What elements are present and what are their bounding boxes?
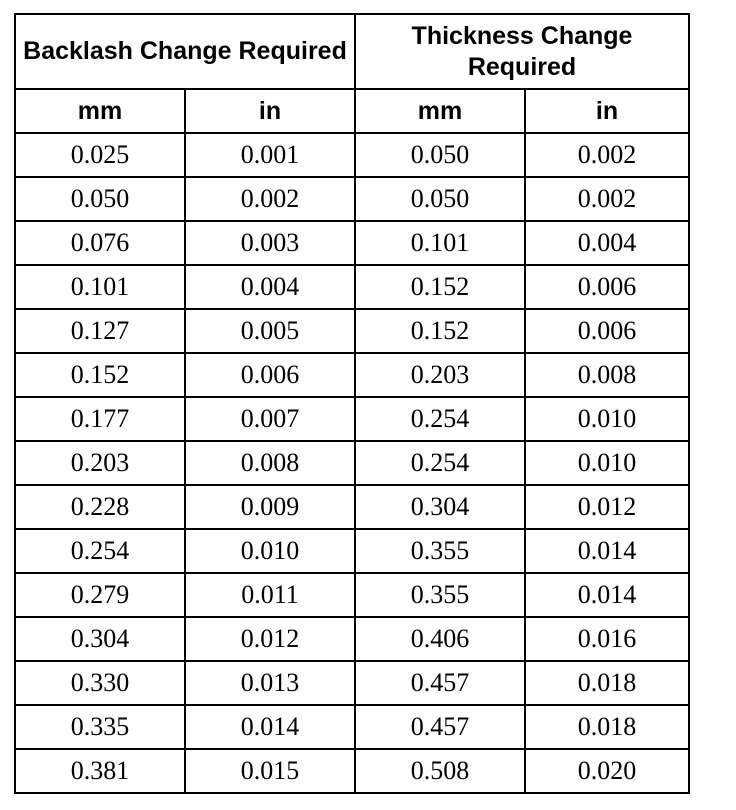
thickness-in-cell: 0.018: [525, 661, 689, 705]
unit-header-row: [15, 89, 689, 133]
backlash-change-header: Backlash Change Required: [15, 14, 355, 89]
table-row: [15, 749, 689, 793]
thickness-in-cell: 0.014: [525, 529, 689, 573]
thickness-in-cell: 0.010: [525, 397, 689, 441]
thickness-mm-cell: 0.203: [355, 353, 525, 397]
thickness-in-cell: 0.010: [525, 441, 689, 485]
thickness-in-cell: 0.006: [525, 265, 689, 309]
thickness-in-cell: 0.020: [525, 749, 689, 793]
table-row: [15, 441, 689, 485]
thickness-in-cell: 0.014: [525, 573, 689, 617]
backlash-mm-cell: 0.203: [15, 441, 185, 485]
backlash-mm-cell: 0.279: [15, 573, 185, 617]
backlash-in-cell: 0.003: [185, 221, 355, 265]
thickness-mm-cell: 0.101: [355, 221, 525, 265]
backlash-thickness-table: [14, 13, 690, 794]
backlash-mm-cell: 0.025: [15, 133, 185, 177]
backlash-mm-header: mm: [15, 89, 185, 133]
thickness-mm-cell: 0.406: [355, 617, 525, 661]
thickness-in-cell: 0.016: [525, 617, 689, 661]
thickness-in-header: in: [525, 89, 689, 133]
backlash-in-cell: 0.013: [185, 661, 355, 705]
table-row: [15, 265, 689, 309]
backlash-in-cell: 0.005: [185, 309, 355, 353]
thickness-in-cell: 0.008: [525, 353, 689, 397]
backlash-mm-cell: 0.254: [15, 529, 185, 573]
backlash-mm-cell: 0.228: [15, 485, 185, 529]
table-row: [15, 397, 689, 441]
backlash-mm-cell: 0.127: [15, 309, 185, 353]
table-row: [15, 573, 689, 617]
thickness-in-cell: 0.002: [525, 177, 689, 221]
table-row: [15, 177, 689, 221]
thickness-mm-cell: 0.457: [355, 661, 525, 705]
thickness-mm-cell: 0.050: [355, 177, 525, 221]
backlash-in-cell: 0.008: [185, 441, 355, 485]
backlash-mm-cell: 0.050: [15, 177, 185, 221]
backlash-in-cell: 0.009: [185, 485, 355, 529]
thickness-mm-cell: 0.254: [355, 441, 525, 485]
backlash-mm-cell: 0.330: [15, 661, 185, 705]
backlash-mm-cell: 0.101: [15, 265, 185, 309]
table-row: [15, 485, 689, 529]
thickness-mm-cell: 0.508: [355, 749, 525, 793]
backlash-in-cell: 0.010: [185, 529, 355, 573]
thickness-mm-cell: 0.050: [355, 133, 525, 177]
backlash-mm-cell: 0.177: [15, 397, 185, 441]
backlash-in-cell: 0.007: [185, 397, 355, 441]
thickness-in-cell: 0.006: [525, 309, 689, 353]
table-row: [15, 705, 689, 749]
thickness-mm-cell: 0.355: [355, 573, 525, 617]
backlash-in-header: in: [185, 89, 355, 133]
thickness-mm-header: mm: [355, 89, 525, 133]
table-row: [15, 353, 689, 397]
backlash-mm-cell: 0.381: [15, 749, 185, 793]
table-row: [15, 617, 689, 661]
thickness-in-cell: 0.012: [525, 485, 689, 529]
thickness-change-header: Thickness Change Required: [355, 14, 689, 89]
thickness-mm-cell: 0.457: [355, 705, 525, 749]
thickness-mm-cell: 0.152: [355, 309, 525, 353]
backlash-in-cell: 0.001: [185, 133, 355, 177]
thickness-in-cell: 0.018: [525, 705, 689, 749]
thickness-in-cell: 0.004: [525, 221, 689, 265]
thickness-mm-cell: 0.304: [355, 485, 525, 529]
table-row: [15, 221, 689, 265]
backlash-in-cell: 0.015: [185, 749, 355, 793]
backlash-in-cell: 0.012: [185, 617, 355, 661]
backlash-mm-cell: 0.335: [15, 705, 185, 749]
table-row: [15, 529, 689, 573]
thickness-mm-cell: 0.152: [355, 265, 525, 309]
table-row: [15, 133, 689, 177]
backlash-mm-cell: 0.304: [15, 617, 185, 661]
backlash-mm-cell: 0.076: [15, 221, 185, 265]
backlash-in-cell: 0.014: [185, 705, 355, 749]
thickness-mm-cell: 0.355: [355, 529, 525, 573]
thickness-in-cell: 0.002: [525, 133, 689, 177]
backlash-in-cell: 0.002: [185, 177, 355, 221]
thickness-mm-cell: 0.254: [355, 397, 525, 441]
table-row: [15, 309, 689, 353]
backlash-in-cell: 0.006: [185, 353, 355, 397]
backlash-in-cell: 0.004: [185, 265, 355, 309]
table-row: [15, 661, 689, 705]
backlash-in-cell: 0.011: [185, 573, 355, 617]
group-header-row: [15, 14, 689, 89]
backlash-mm-cell: 0.152: [15, 353, 185, 397]
